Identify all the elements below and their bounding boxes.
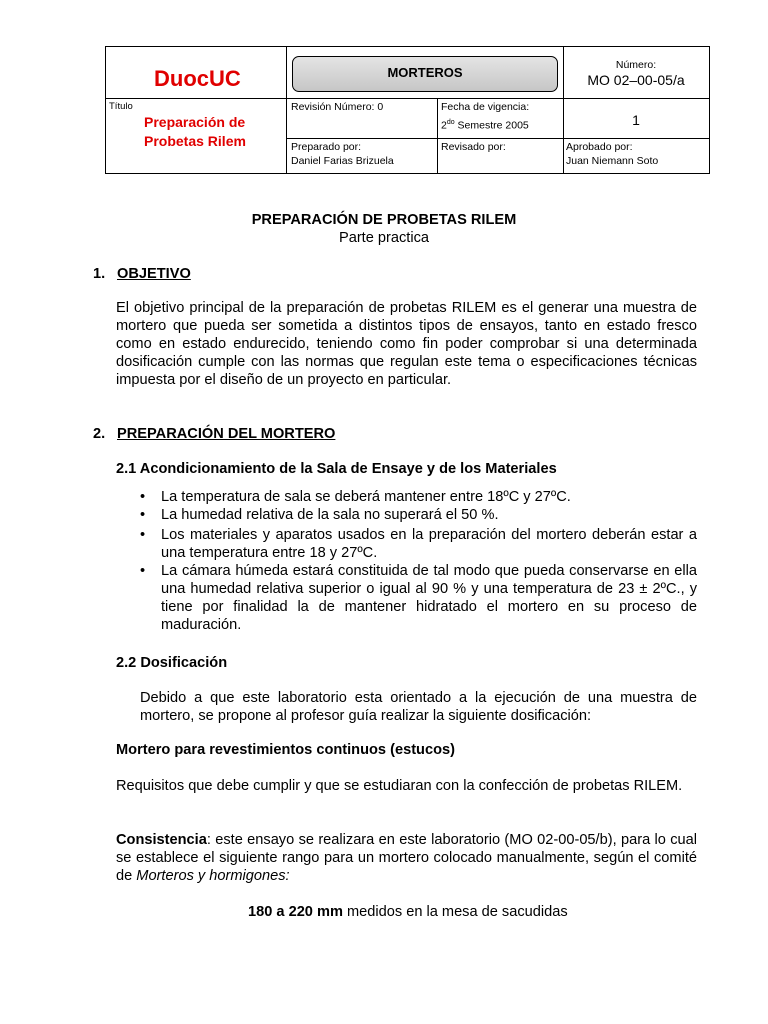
bullet-dot: • [140,527,146,543]
bullet-dot: • [140,489,146,505]
number-label: Número: [615,59,657,71]
section1-title: OBJETIVO [117,266,191,282]
bullet-dot: • [140,563,146,579]
title-label: Título [109,101,133,112]
bullet-dot: • [140,507,146,523]
document-header-table [105,46,710,174]
document-subtitle: Parte practica [338,230,430,246]
vigencia-date: $2^{do}$ Semestre 2005 [441,119,529,132]
section2-title: PREPARACIÓN DEL MORTERO [117,426,336,442]
bullet-item: La humedad relativa de la sala no superará el 50 %. [161,507,499,523]
section2-number: 2. [93,426,106,442]
section21-title: 2.1 Acondicionamiento de la Sala de Ensaye y de los Materiales [116,461,557,477]
range-text: 180 a 220 mm medidos en la mesa de sacudidas [248,904,568,920]
bullet-item: La temperatura de sala se deberá mantener entre 18ºC y 27ºC. [161,489,571,505]
subject-label: MORTEROS [292,56,558,92]
revision-number: Revisión Número: 0 [291,101,384,113]
section22-body: Debido a que este laboratorio esta orientado a la ejecución de una muestra de mortero, se propone al profesor guía realizar la siguiente dosificación: [140,690,697,724]
title-line1: Preparación de [144,114,246,130]
requisitos-text: Requisitos que debe cumplir y que se estudiaran con la confección de probetas RILEM. [116,778,683,794]
section1-body: El objetivo principal de la preparación de probetas RILEM es el generar una muestra de mortero que pueda ser sometida a distintos tipos de ensayos, tanto en estado fresco como en estado endurecido, teniendo como fin poder comprobar si una determinada dosificación cumple con las normas que regulan este tema o especificaciones técnicas impuesta por el diseño de un proyecto en particular. [116,300,697,388]
reviewed-label: Revisado por: [441,141,506,153]
section22-title: 2.2 Dosificación [116,655,228,671]
consistencia-paragraph: Consistencia: este ensayo se realizara en este laboratorio (MO 02-00-05/b), para lo cual se establece el siguiente rango para un mortero colocado manualmente, según el comité de Morteros y hormigones: [116,832,697,884]
page-number: 1 [632,112,640,128]
number-value: MO 02–00-05/a [587,72,685,88]
prepared-name: Daniel Farias Brizuela [291,155,394,167]
prepared-label: Preparado por: [291,141,362,153]
approved-label: Aprobado por: [566,141,633,153]
bullet-item: Los materiales y aparatos usados en la preparación del mortero deberán estar a una temperatura entre 18 y 27ºC. [161,527,697,561]
approved-name: Juan Niemann Soto [566,155,659,167]
bullet-item: La cámara húmeda estará constituida de tal modo que pueda conservarse en ella una humedad relativa superior o igual al 90 % y una temperatura de 23 ± 2ºC., y tiene por finalidad la de mantener hidratado el mortero en su proceso de maduración. [161,563,697,633]
title-line2: Probetas Rilem [144,133,246,149]
brand-logo: DuocUC [154,66,241,91]
document-title: PREPARACIÓN DE PROBETAS RILEM [251,212,517,228]
mortero-title: Mortero para revestimientos continuos (estucos) [116,742,455,758]
section1-number: 1. [93,266,106,282]
vigencia-label: Fecha de vigencia: [441,101,530,113]
